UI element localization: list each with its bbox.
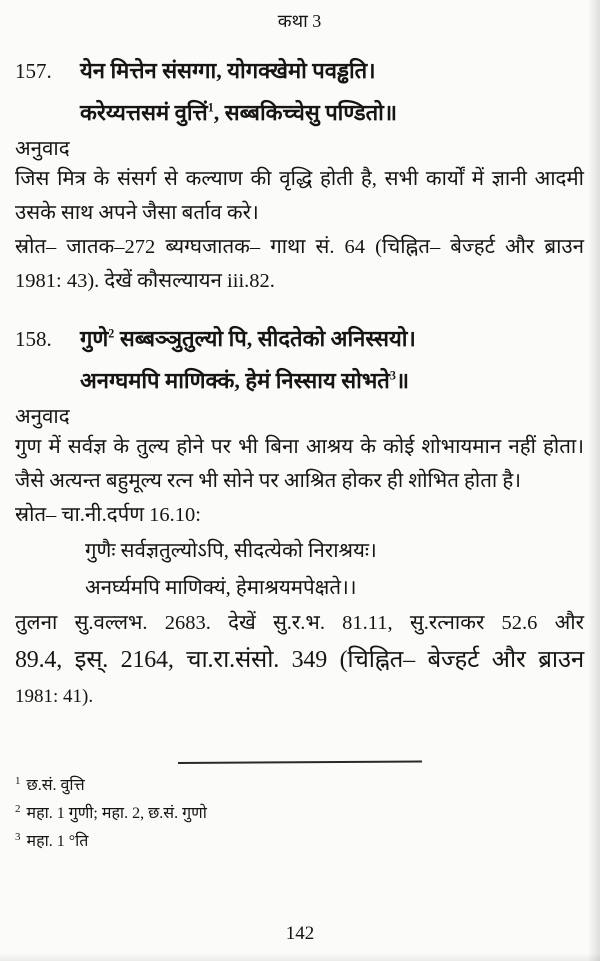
- verse-158-line1-text: गुणे: [80, 326, 109, 351]
- running-head: कथा 3: [277, 11, 322, 31]
- footnote-text-3: महा. 1 °ति: [26, 833, 89, 850]
- footnote-item-2: [15, 800, 584, 828]
- verse-158-line-1: [80, 318, 584, 360]
- verse-157-line2-tail: , सब्बकिच्चेसु पण्डितो॥: [213, 100, 398, 125]
- translation-body-157: जिस मित्र के संसर्ग से कल्याण की वृद्धि होती है, सभी कार्यों में ज्ञानी आदमी उसके साथ अपने जैसा बर्ताव करे।: [15, 168, 584, 224]
- footnote-item-3: [15, 828, 584, 856]
- comparison-reference-line-2: 89.4, इस्. 2164, चा.रा.संसो. 349 (चिह्नित– बेज्हर्ट और ब्राउन: [15, 647, 584, 673]
- verse-158-line2-tail: ॥: [395, 368, 410, 393]
- footnote-marker-3: 3: [15, 830, 21, 843]
- comparison-reference-line-3: 1981: 41).: [15, 686, 94, 707]
- scan-edge-shadow-bottom: [0, 953, 600, 961]
- translation-body-158: गुण में सर्वज्ञ के तुल्य होने पर भी बिना आश्रय के कोई शोभायमान नहीं होता। जैसे अत्यन्त बहुमूल्य रत्न भी सोने पर आश्रित होकर ही शोभित होता है।: [15, 436, 584, 492]
- verse-158-lines: [80, 318, 584, 402]
- verse-157-lines: [80, 50, 584, 134]
- page-number: 142: [285, 923, 315, 944]
- footnote-ref-1: 1: [207, 100, 214, 115]
- footnote-text-1: छ.सं. वुत्ति: [26, 777, 85, 794]
- verse-158-line2-text: अनग्घमपि माणिक्कं, हेमं निस्साय सोभते: [80, 368, 390, 393]
- verse-157: [15, 50, 584, 134]
- translation-heading-157: अनुवाद: [15, 138, 70, 160]
- footnote-text-2: महा. 1 गुणी; महा. 2, छ.सं. गुणो: [26, 805, 207, 822]
- verse-157-line2-text: करेय्यत्तसमं वुत्तिं: [80, 100, 208, 125]
- verse-158: [15, 318, 584, 402]
- footnote-item-1: [15, 772, 584, 800]
- scan-edge-shadow-right: [588, 0, 600, 961]
- verse-157-number: 157.: [15, 59, 52, 83]
- verse-158-line-2: [80, 360, 584, 402]
- source-reference-158: स्रोत– चा.नी.दर्पण 16.10:: [15, 504, 201, 526]
- sanskrit-quote-line-2: अनर्घ्यमपि माणिक्यं, हेमाश्रयमपेक्षते।।: [85, 577, 357, 599]
- footnote-marker-2: 2: [15, 802, 21, 815]
- footnote-ref-2: 2: [108, 326, 115, 341]
- translation-heading-158: अनुवाद: [15, 406, 70, 428]
- comparison-reference-line-1: तुलना सु.वल्लभ. 2683. देखें सु.र.भ. 81.11, सु.रत्नाकर 52.6 और: [15, 612, 584, 634]
- footnotes-block: [15, 772, 584, 856]
- footnote-marker-1: 1: [15, 774, 21, 787]
- verse-157-line-1: येन मित्तेन संसग्गा, योगक्खेमो पवड्ढति।: [80, 58, 376, 83]
- footnote-ref-3: 3: [389, 368, 396, 383]
- footnote-separator-rule: [177, 761, 421, 764]
- verse-158-number: 158.: [15, 327, 52, 351]
- sanskrit-quote-line-1: गुणैः सर्वज्ञतुल्योऽपि, सीदत्येको निराश्रयः।: [85, 540, 377, 562]
- verse-157-line-2: [80, 92, 584, 134]
- source-reference-157: स्रोत– जातक–272 ब्यग्घजातक– गाथा सं. 64 (चिह्नित– बेज्हर्ट और ब्राउन 1981: 43). देखें कौसल्यायन iii.82.: [15, 236, 584, 292]
- verse-158-line1-tail: सब्बञ्ञुतुल्यो पि, सीदतेको अनिस्सयो।: [114, 326, 416, 351]
